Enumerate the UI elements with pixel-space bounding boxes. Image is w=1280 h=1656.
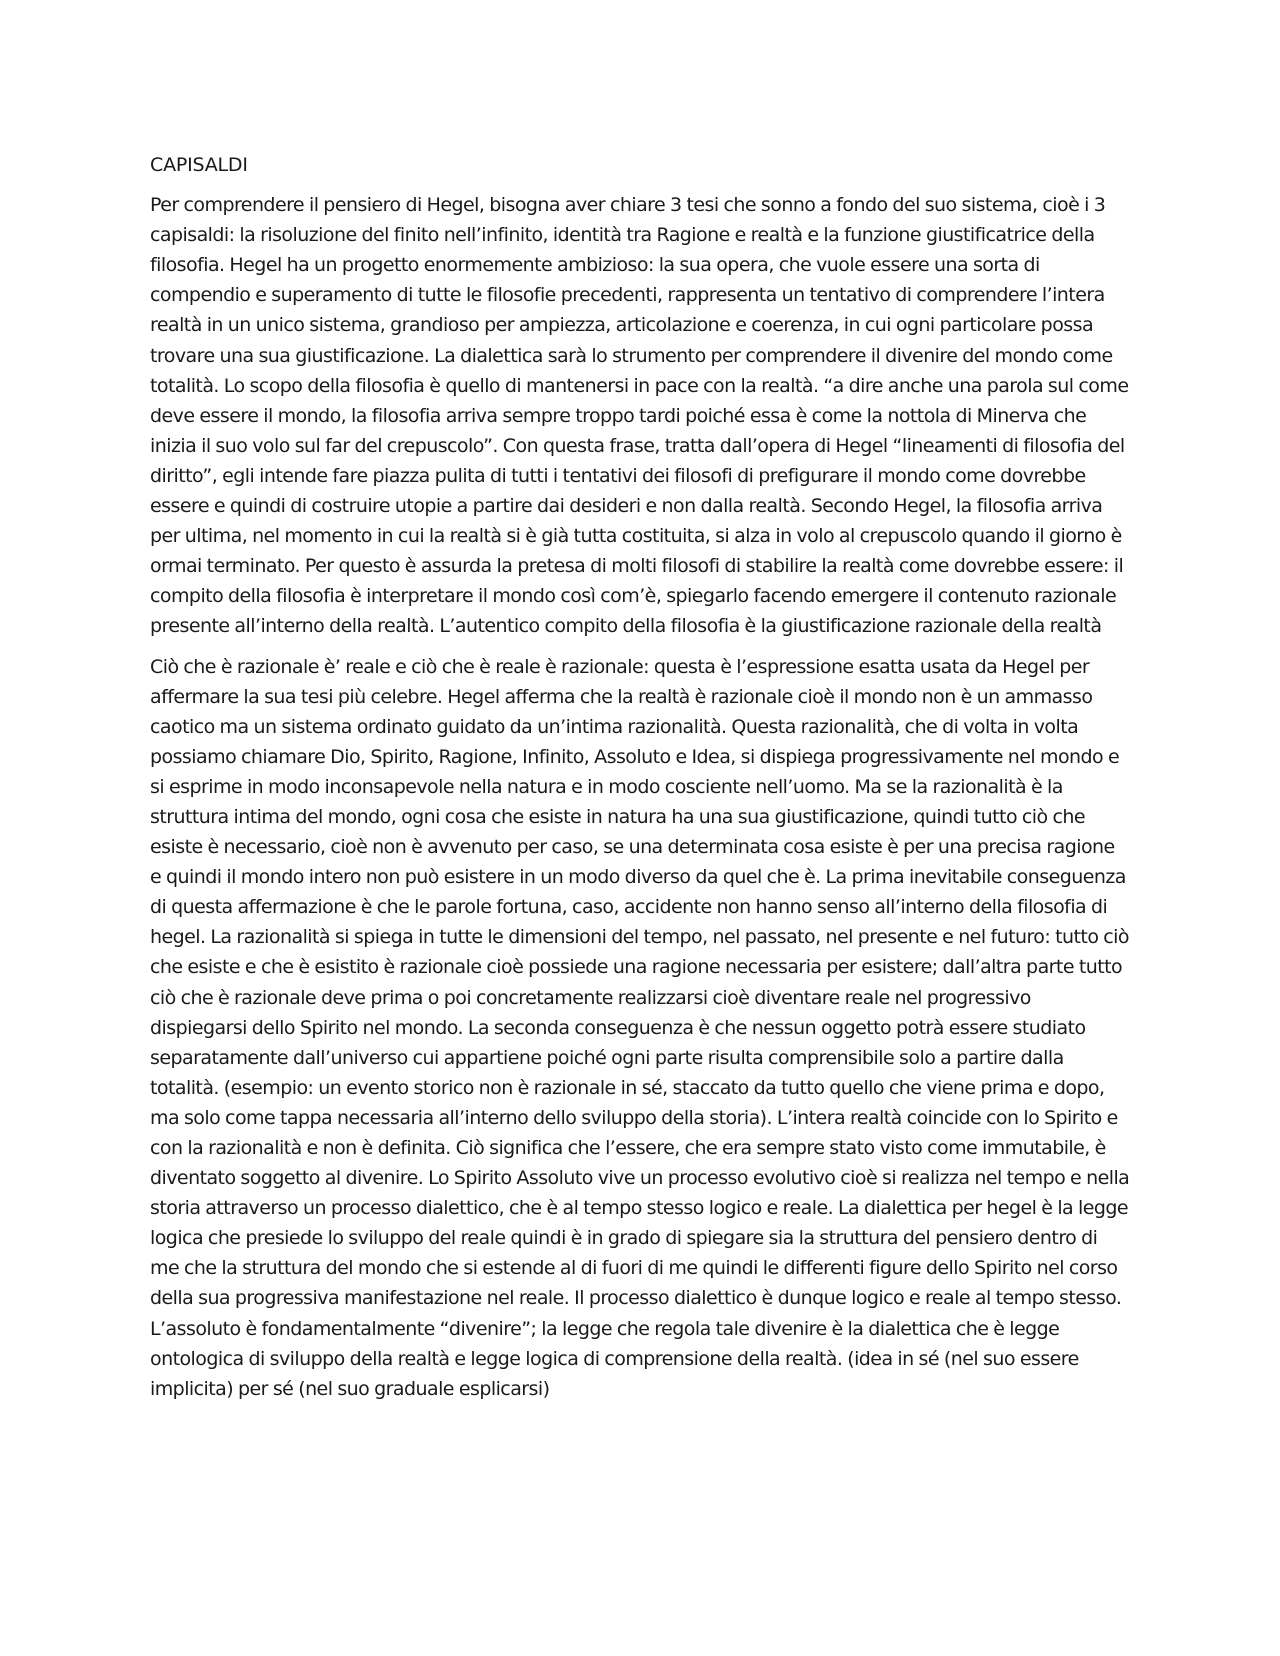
paragraph-capisaldi: Per comprendere il pensiero di Hegel, bisogna aver chiare 3 tesi che sonno a fondo del suo sistema, cioè i 3 capisaldi: la risoluzione del finito nell’infinito, identità tra Ragione e realtà e la funzione giustificatrice della filosofia. Hegel ha un progetto enormemente ambizioso: la sua opera, che vuole essere una sorta di compendio e superamento di tutte le filosofie precedenti, rappresenta un tentativo di comprendere l’intera realtà in un unico sistema, grandioso per ampiezza, articolazione e coerenza, in cui ogni particolare possa trovare una sua giustificazione. La dialettica sarà lo strumento per comprendere il divenire del mondo come totalità. Lo scopo della filosofia è quello di mantenersi in pace con la realtà. “a dire anche una parola sul come deve essere il mondo, la filosofia arriva sempre troppo tardi poiché essa è come la nottola di Minerva che inizia il suo volo sul far del crepuscolo”. Con questa frase, tratta dall’opera di Hegel “lineamenti di filosofia del diritto”, egli intende fare piazza pulita di tutti i tentativi dei filosofi di prefigurare il mondo come dovrebbe essere e quindi di costruire utopie a partire dai desideri e non dalla realtà. Secondo Hegel, la filosofia arriva per ultima, nel momento in cui la realtà si è già tutta costituita, si alza in volo al crepuscolo quando il giorno è ormai terminato. Per questo è assurda la pretesa di molti filosofi di stabilire la realtà come dovrebbe essere: il compito della filosofia è interpretare il mondo così com’è, spiegarlo facendo emergere il contenuto razionale presente all’interno della realtà. L’autentico compito della filosofia è la giustificazione razionale della realtà xyxy=(150,194,1129,638)
document-title: CAPISALDI xyxy=(150,154,248,176)
document-page xyxy=(150,150,1130,1414)
paragraph-razionale-reale: Ciò che è razionale è’ reale e ciò che è reale è razionale: questa è l’espressione esatta usata da Hegel per affermare la sua tesi più celebre. Hegel afferma che la realtà è razionale cioè il mondo non è un ammasso caotico ma un sistema ordinato guidato da un’intima razionalità. Questa razionalità, che di volta in volta possiamo chiamare Dio, Spirito, Ragione, Infinito, Assoluto e Idea, si dispiega progressivamente nel mondo e si esprime in modo inconsapevole nella natura e in modo cosciente nell’uomo. Ma se la razionalità è la struttura intima del mondo, ogni cosa che esiste in natura ha una sua giustificazione, quindi tutto ciò che esiste è necessario, cioè non è avvenuto per caso, se una determinata cosa esiste è per una precisa ragione e quindi il mondo intero non può esistere in un modo diverso da quel che è. La prima inevitabile conseguenza di questa affermazione è che le parole fortuna, caso, accidente non hanno senso all’interno della filosofia di hegel. La razionalità si spiega in tutte le dimensioni del tempo, nel passato, nel presente e nel futuro: tutto ciò che esiste e che è esistito è razionale cioè possiede una ragione necessaria per esistere; dall’altra parte tutto ciò che è razionale deve prima o poi concretamente realizzarsi cioè diventare reale nel progressivo dispiegarsi dello Spirito nel mondo. La seconda conseguenza è che nessun oggetto potrà essere studiato separatamente dall’universo cui appartiene poiché ogni parte risulta comprensibile solo a partire dalla totalità. (esempio: un evento storico non è razionale in sé, staccato da tutto quello che viene prima e dopo, ma solo come tappa necessaria all’interno dello sviluppo della storia). L’intera realtà coincide con lo Spirito e con la razionalità e non è definita. Ciò significa che l’essere, che era sempre stato visto come immutabile, è diventato soggetto al divenire. Lo Spirito Assoluto vive un processo evolutivo cioè si realizza nel tempo e nella storia attraverso un processo dialettico, che è al tempo stesso logico e reale. La dialettica per hegel è la legge logica che presiede lo sviluppo del reale quindi è in grado di spiegare sia la struttura del pensiero dentro di me che la struttura del mondo che si estende al di fuori di me quindi le differenti figure dello Spirito nel corso della sua progressiva manifestazione nel reale. Il processo dialettico è dunque logico e reale al tempo stesso. L’assoluto è fondamentalmente “divenire”; la legge che regola tale divenire è la dialettica che è legge ontologica di sviluppo della realtà e legge logica di comprensione della realtà. (idea in sé (nel suo essere implicita) per sé (nel suo graduale esplicarsi) xyxy=(150,655,1130,1400)
